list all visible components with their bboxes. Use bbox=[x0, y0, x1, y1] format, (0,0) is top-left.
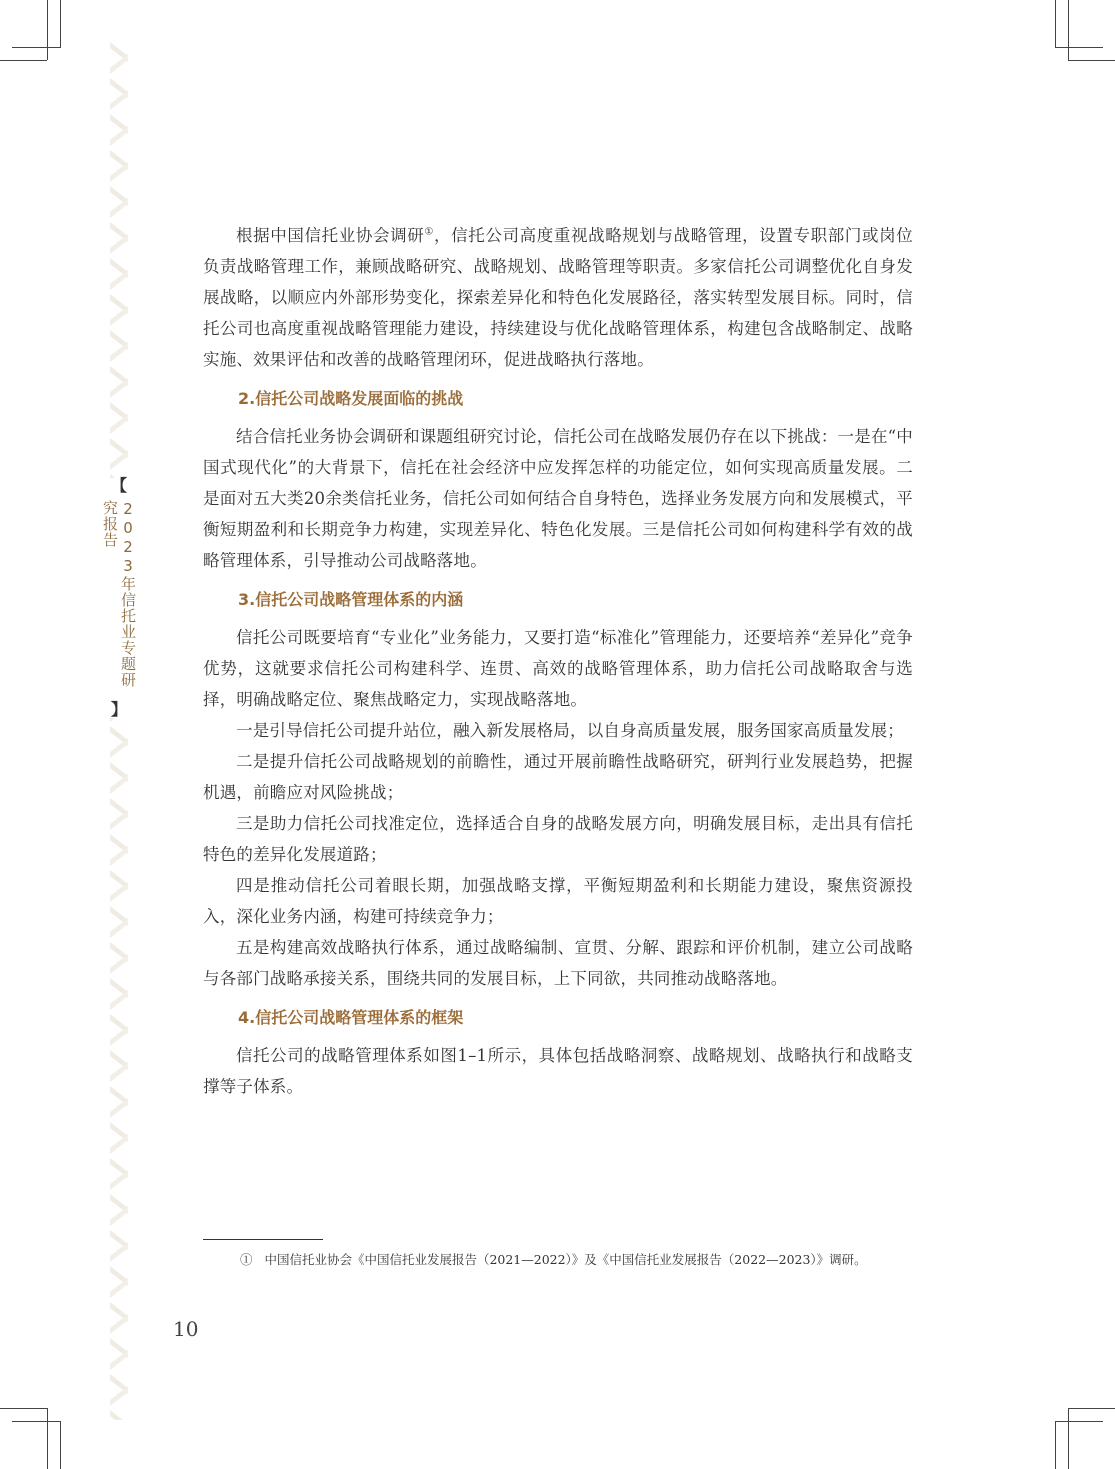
decorative-chevron-pattern bbox=[108, 40, 130, 1420]
footnote-divider bbox=[203, 1239, 323, 1240]
paragraph-point-4: 四是推动信托公司着眼长期，加强战略支撑，平衡短期盈利和长期能力建设，聚焦资源投入，深化业务内涵，构建可持续竞争力； bbox=[203, 876, 913, 926]
crop-mark-tr-h bbox=[1068, 60, 1115, 61]
main-content bbox=[203, 220, 913, 1102]
section-heading-challenges: 2.信托公司战略发展面临的挑战 bbox=[238, 389, 464, 408]
paragraph-survey-body: ，信托公司高度重视战略规划与战略管理，设置专职部门或岗位负责战略管理工作，兼顾战略研究、战略规划、战略管理等职责。多家信托公司调整优化自身发展战略，以顺应内外部形势变化，探索差异化和特色化发展路径，落实转型发展目标。同时，信托公司也高度重视战略管理能力建设，持续建设与优化战略管理体系，构建包含战略制定、战略实施、效果评估和改善的战略管理闭环，促进战略执行落地。 bbox=[203, 226, 913, 369]
crop-mark-br-v bbox=[1055, 1422, 1056, 1469]
footnote-text: 中国信托业协会《中国信托业发展报告（2021—2022）》及《中国信托业发展报告（2022—2023）》调研。 bbox=[264, 1252, 867, 1267]
paragraph-point-2: 二是提升信托公司战略规划的前瞻性，通过开展前瞻性战略研究，研判行业发展趋势，把握机遇，前瞻应对风险挑战； bbox=[203, 752, 913, 802]
crop-mark-br-v2 bbox=[1068, 1408, 1069, 1469]
crop-mark-br-h2 bbox=[1055, 1421, 1103, 1422]
crop-mark-bl-v bbox=[60, 1422, 61, 1469]
paragraph-connotation: 信托公司既要培育“专业化”业务能力，又要打造“标准化”管理能力，还要培养“差异化”竞争优势，这就要求信托公司构建科学、连贯、高效的战略管理体系，助力信托公司战略取舍与选择，明确战略定位、聚焦战略定力，实现战略落地。 bbox=[203, 628, 913, 709]
crop-mark-tl-h2 bbox=[12, 47, 61, 48]
sidebar-title-text: 2023年信托业专题研究报告 bbox=[101, 500, 137, 688]
paragraph-survey bbox=[203, 220, 913, 375]
section-heading-connotation: 3.信托公司战略管理体系的内涵 bbox=[238, 590, 464, 609]
crop-mark-bl-h bbox=[0, 1408, 47, 1409]
crop-mark-tl-v bbox=[60, 0, 61, 47]
crop-mark-tr-v2 bbox=[1068, 0, 1069, 60]
paragraph-point-1: 一是引导信托公司提升站位，融入新发展格局，以自身高质量发展，服务国家高质量发展； bbox=[236, 721, 904, 740]
sidebar-bracket-open: 【 bbox=[110, 476, 127, 495]
footnote bbox=[240, 1250, 867, 1268]
crop-mark-br-h bbox=[1068, 1408, 1115, 1409]
crop-mark-bl-v2 bbox=[47, 1408, 48, 1469]
footnote-marker: ① bbox=[240, 1252, 253, 1267]
section-heading-framework: 4.信托公司战略管理体系的框架 bbox=[238, 1008, 464, 1027]
paragraph-point-5: 五是构建高效战略执行体系，通过战略编制、宣贯、分解、跟踪和评价机制，建立公司战略与各部门战略承接关系，围绕共同的发展目标，上下同欲，共同推动战略落地。 bbox=[203, 938, 913, 988]
crop-mark-tr-v bbox=[1055, 0, 1056, 47]
crop-mark-tl-v2 bbox=[47, 0, 48, 60]
paragraph-framework: 信托公司的战略管理体系如图1–1所示，具体包括战略洞察、战略规划、战略执行和战略支撑等子体系。 bbox=[203, 1046, 913, 1096]
paragraph-challenges: 结合信托业务协会调研和课题组研究讨论，信托公司在战略发展仍存在以下挑战：一是在“中国式现代化”的大背景下，信托在社会经济中应发挥怎样的功能定位，如何实现高质量发展。二是面对五大类20余类信托业务，信托公司如何结合自身特色，选择业务发展方向和发展模式，平衡短期盈利和长期竞争力构建，实现差异化、特色化发展。三是信托公司如何构建科学有效的战略管理体系，引导推动公司战略落地。 bbox=[203, 427, 913, 570]
footnote-reference[interactable]: ① bbox=[424, 226, 434, 238]
page-number: 10 bbox=[173, 1317, 199, 1341]
sidebar-bracket-close: 】 bbox=[110, 700, 127, 719]
paragraph-survey-lead: 根据中国信托业协会调研 bbox=[236, 226, 425, 245]
paragraph-point-3: 三是助力信托公司找准定位，选择适合自身的战略发展方向，明确发展目标，走出具有信托特色的差异化发展道路； bbox=[203, 814, 913, 864]
sidebar-report-title bbox=[101, 476, 137, 719]
crop-mark-bl-h2 bbox=[12, 1421, 61, 1422]
crop-mark-tl-h bbox=[0, 60, 47, 61]
crop-mark-tr-h2 bbox=[1055, 47, 1103, 48]
